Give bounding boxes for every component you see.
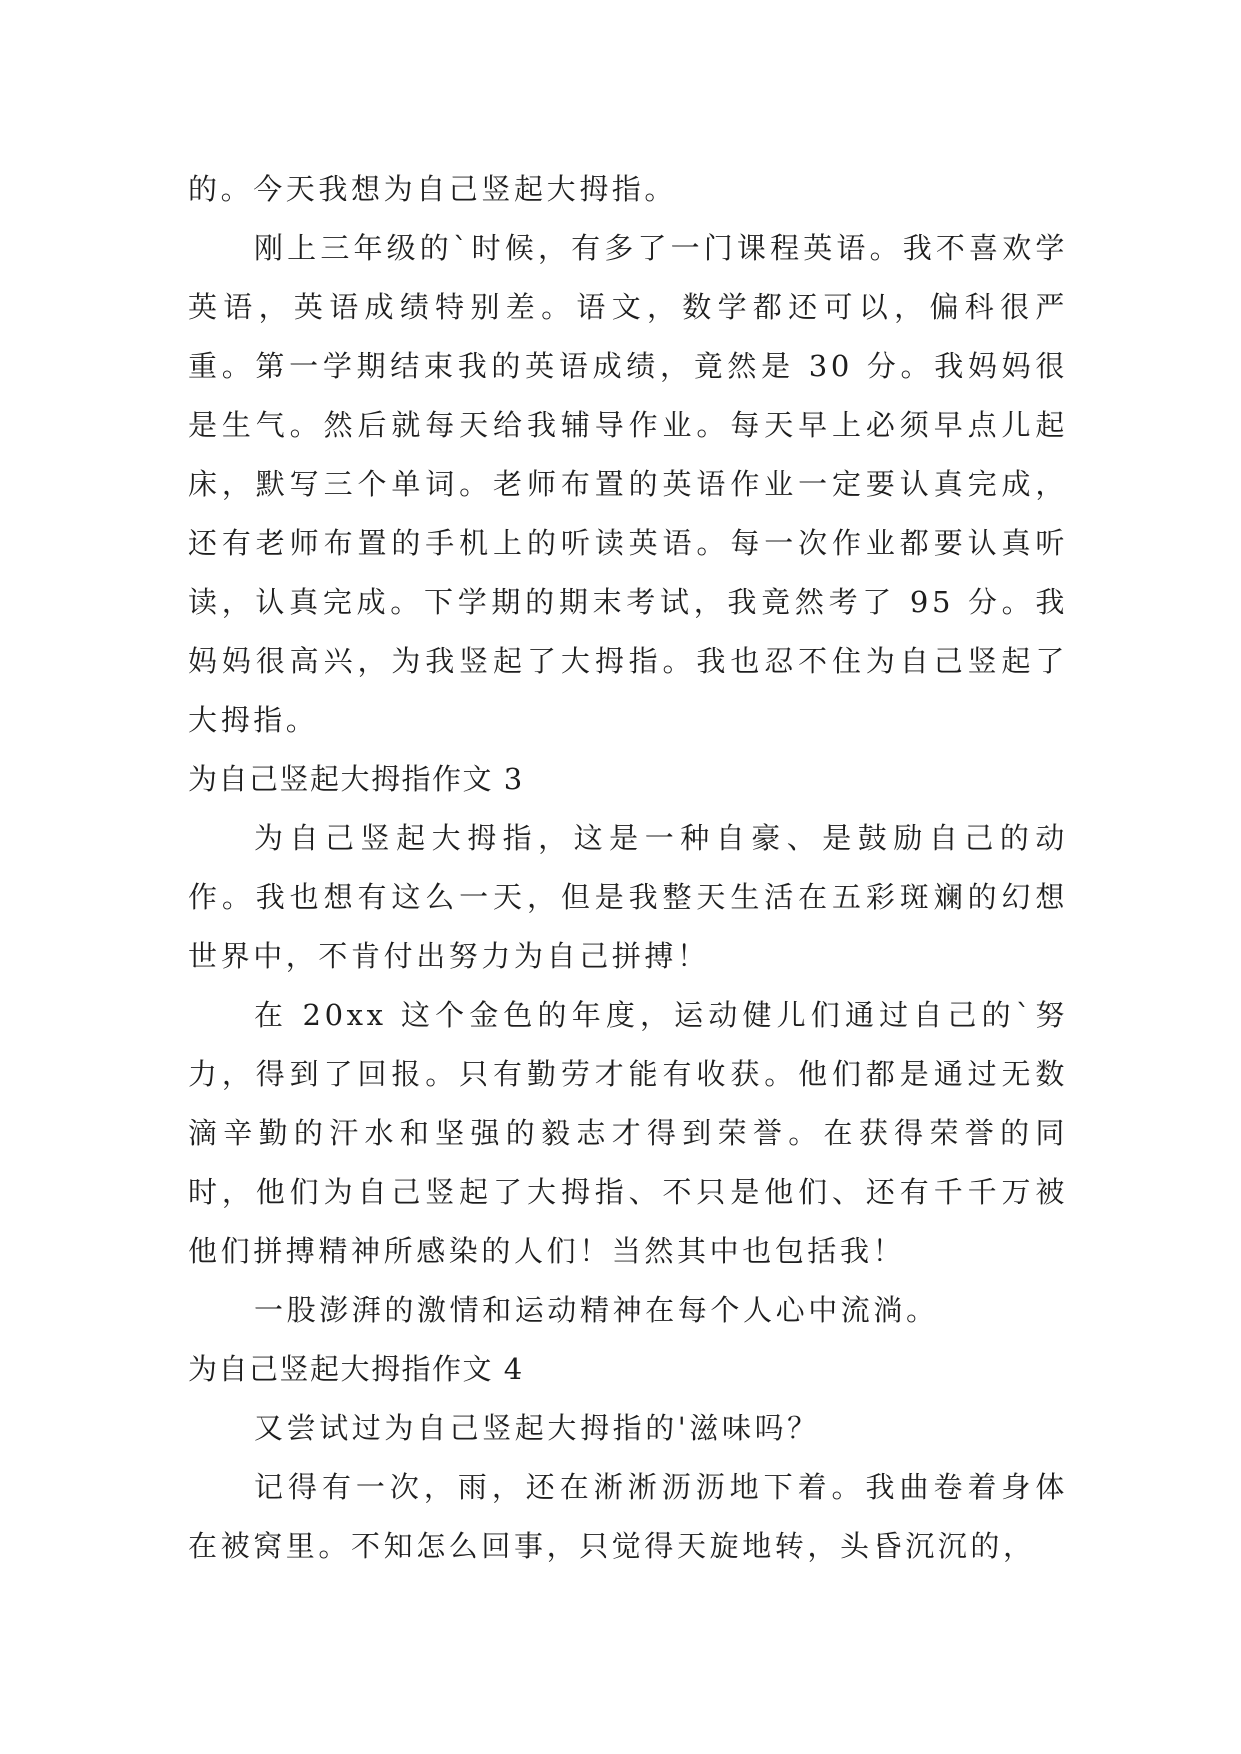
document-body [188,160,1068,1576]
paragraph-passion: 一股澎湃的激情和运动精神在每个人心中流淌。 [254,1293,939,1327]
section-heading-essay-4: 为自己竖起大拇指作文 4 [188,1352,524,1386]
paragraph-question: 又尝试过为自己竖起大拇指的'滋味吗？ [254,1411,820,1445]
paragraph-athletes: 在 20xx 这个金色的年度，运动健儿们通过自己的`努力，得到了回报。只有勤劳才能有收获。他们都是通过无数滴辛勤的汗水和坚强的毅志才得到荣誉。在获得荣誉的同时，他们为自己竖起了大拇指、不只是他们、还有千千万被他们拼搏精神所感染的人们！当然其中也包括我！ [188,998,1068,1268]
paragraph-thumbs-up-pride: 为自己竖起大拇指，这是一种自豪、是鼓励自己的动作。我也想有这么一天，但是我整天生活在五彩斑斓的幻想世界中，不肯付出努力为自己拼搏！ [188,821,1068,973]
section-heading-essay-3: 为自己竖起大拇指作文 3 [188,762,524,796]
paragraph-rainy-day: 记得有一次，雨，还在淅淅沥沥地下着。我曲卷着身体在被窝里。不知怎么回事，只觉得天旋地转，头昏沉沉的， [188,1470,1068,1563]
paragraph-continuation: 的。今天我想为自己竖起大拇指。 [188,172,678,206]
paragraph-english-study: 刚上三年级的`时候，有多了一门课程英语。我不喜欢学英语，英语成绩特别差。语文，数学都还可以，偏科很严重。第一学期结束我的英语成绩，竟然是 30 分。我妈妈很是生气。然后就每天给我辅导作业。每天早上必须早点儿起床，默写三个单词。老师布置的英语作业一定要认真完成，还有老师布置的手机上的听读英语。每一次作业都要认真听读，认真完成。下学期的期末考试，我竟然考了 95 分。我妈妈很高兴，为我竖起了大拇指。我也忍不住为自己竖起了大拇指。 [188,231,1068,737]
